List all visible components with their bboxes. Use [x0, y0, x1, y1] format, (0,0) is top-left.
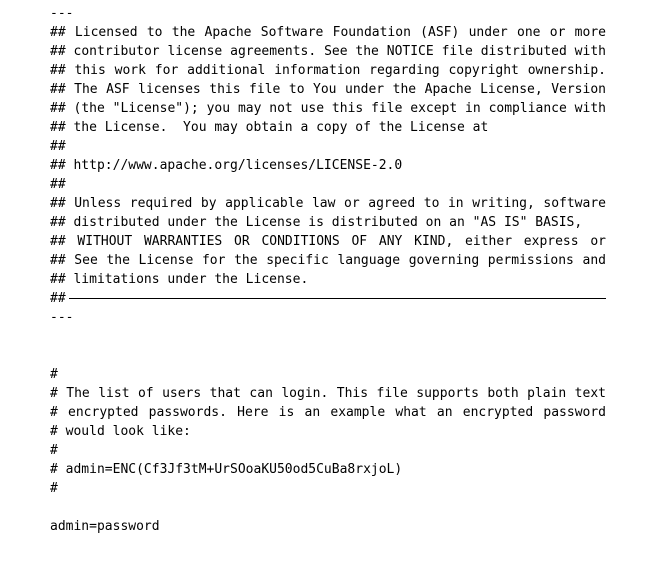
document-line: --- — [50, 6, 74, 21]
horizontal-rule — [69, 298, 606, 299]
document-line: ## the License. You may obtain a copy of the License at — [50, 120, 489, 135]
document-line: --- — [50, 310, 74, 325]
document-line: # — [50, 481, 58, 496]
document-line: ## See the License for the specific language governing permissions and — [50, 253, 606, 268]
document-line: ## (the "License"); you may not use this file except in compliance with — [50, 101, 606, 116]
document-line: # admin=ENC(Cf3Jf3tM+UrSOoaKU50od5CuBa8rxjoL) — [50, 462, 403, 477]
document-line: ## http://www.apache.org/licenses/LICENSE-2.0 — [50, 158, 403, 173]
document-line: ## — [50, 177, 66, 192]
document-line: ## WITHOUT WARRANTIES OR CONDITIONS OF ANY KIND, either express or — [50, 234, 606, 249]
rule-prefix: ## — [50, 291, 66, 306]
document-line — [50, 327, 606, 346]
document-line: ## distributed under the License is distributed on an "AS IS" BASIS, — [50, 215, 583, 230]
document-line: ## limitations under the License. — [50, 272, 309, 287]
document-line: ## this work for additional information regarding copyright ownership. — [50, 63, 606, 78]
document-line: ## Licensed to the Apache Software Foundation (ASF) under one or more — [50, 25, 606, 40]
document-line: # — [50, 443, 58, 458]
document-line: ## Unless required by applicable law or agreed to in writing, software — [50, 196, 606, 211]
document-body — [50, 4, 606, 536]
document-line: # would look like: — [50, 424, 191, 439]
document-line — [50, 289, 606, 308]
document-line: # encrypted passwords. Here is an example what an encrypted password — [50, 405, 606, 420]
document-line — [50, 346, 606, 365]
document-line: # — [50, 367, 58, 382]
document-line: ## The ASF licenses this file to You under the Apache License, Version — [50, 82, 606, 97]
document-line: ## contributor license agreements. See the NOTICE file distributed with — [50, 44, 606, 59]
document-line: ## — [50, 139, 66, 154]
document-line — [50, 498, 606, 517]
document-line: # The list of users that can login. This file supports both plain text — [50, 386, 606, 401]
document-line: admin=password — [50, 519, 160, 534]
